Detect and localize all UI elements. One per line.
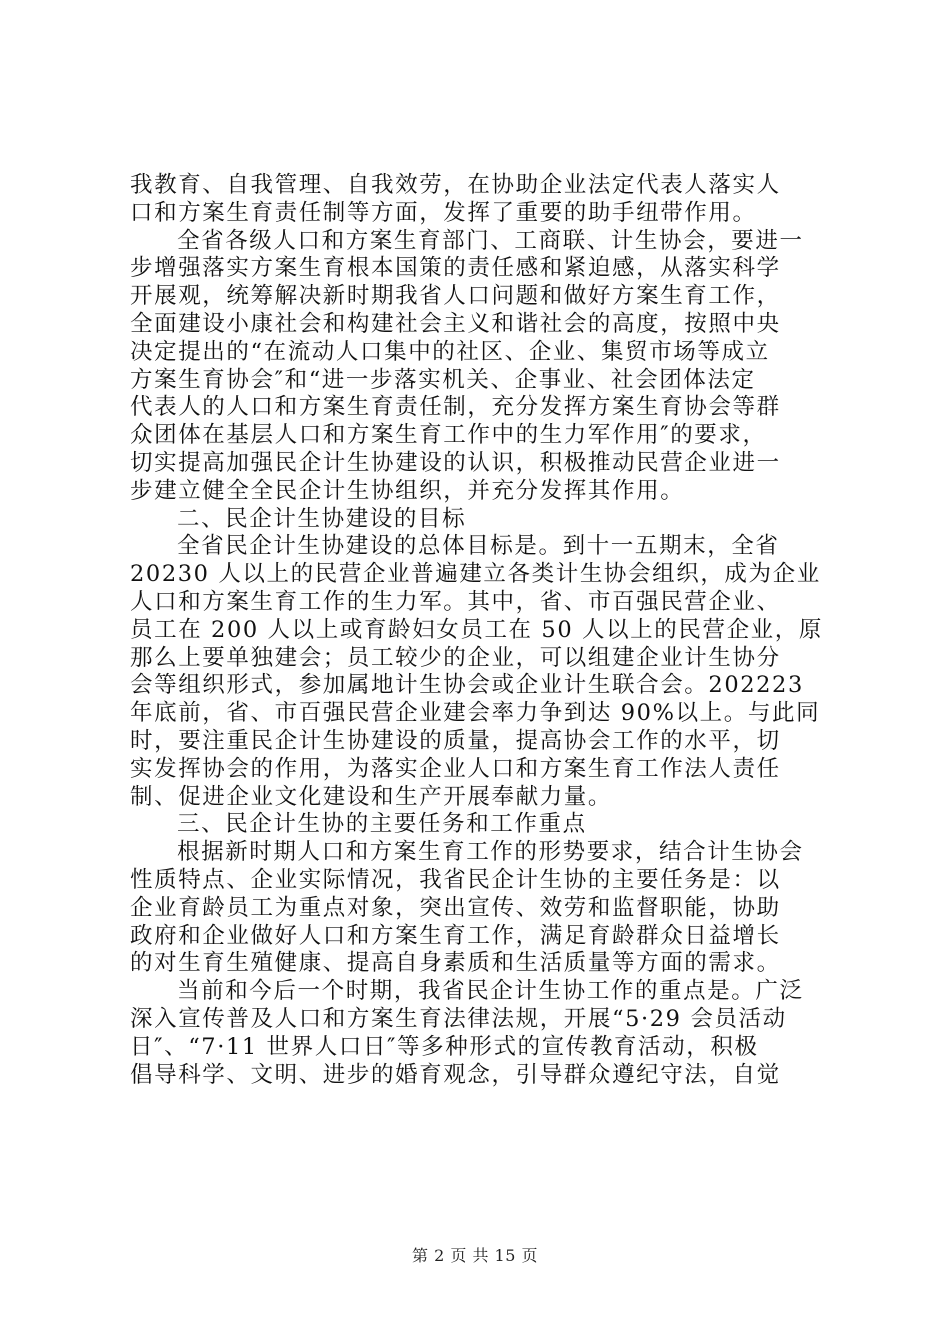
- text-line: 步增强落实方案生育根本国策的责任感和紧迫感，从落实科学: [130, 255, 781, 282]
- text-line: 实发挥协会的作用，为落实企业人口和方案生育工作法人责任: [130, 755, 781, 782]
- text-line: 开展观，统筹解决新时期我省人口问题和做好方案生育工作，: [130, 283, 781, 310]
- text-line: 切实提高加强民企计生协建设的认识，积极推动民营企业进一: [130, 449, 781, 476]
- text-line: 深入宣传普及人口和方案生育法律法规，开展“5·29 会员活动: [130, 1005, 787, 1032]
- text-line: 20230 人以上的民营企业普遍建立各类计生协会组织，成为企业: [130, 561, 821, 588]
- text-line: 时，要注重民企计生协建设的质量，提高协会工作的水平，切: [130, 727, 781, 754]
- text-line: 的对生育生殖健康、提高自身素质和生活质量等方面的需求。: [130, 950, 781, 977]
- text-line: 性质特点、企业实际情况，我省民企计生协的主要任务是：以: [130, 866, 781, 893]
- document-body: [130, 172, 834, 1089]
- text-line: 倡导科学、文明、进步的婚育观念，引导群众遵纪守法，自觉: [130, 1061, 781, 1088]
- text-line: 全省民企计生协建设的总体目标是。到十一五期末，全省: [177, 533, 780, 560]
- text-line: 众团体在基层人口和方案生育工作中的生力军作用″的要求，: [130, 422, 767, 449]
- text-line: 企业育龄员工为重点对象，突出宣传、效劳和监督职能，协助: [130, 894, 781, 921]
- section-heading-3: 三、民企计生协的主要任务和工作重点: [177, 811, 587, 838]
- text-line: 人口和方案生育工作的生力军。其中，省、市百强民营企业、: [130, 588, 781, 615]
- text-line: 决定提出的“在流动人口集中的社区、企业、集贸市场等成立: [130, 338, 770, 365]
- text-line: 方案生育协会″和“进一步落实机关、企事业、社会团体法定: [130, 366, 756, 393]
- text-line: 会等组织形式，参加属地计生协会或企业计生联合会。202223: [130, 672, 804, 699]
- text-line: 政府和企业做好人口和方案生育工作，满足育龄群众日益增长: [130, 922, 781, 949]
- text-line: 那么上要单独建会；员工较少的企业，可以组建企业计生协分: [130, 644, 781, 671]
- text-line: 全省各级人口和方案生育部门、工商联、计生协会，要进一: [177, 227, 804, 254]
- text-line: 制、促进企业文化建设和生产开展奉献力量。: [130, 783, 613, 810]
- text-line: 日″、“7·11 世界人口日″等多种形式的宣传教育活动，积极: [130, 1033, 759, 1060]
- text-line: 年底前，省、市百强民营企业建会率力争到达 90%以上。与此同: [130, 700, 821, 727]
- page-number-footer: 第 2 页 共 15 页: [412, 1246, 538, 1265]
- text-line: 代表人的人口和方案生育责任制，充分发挥方案生育协会等群: [130, 394, 781, 421]
- section-heading-2: 二、民企计生协建设的目标: [177, 505, 467, 532]
- text-line: 我教育、自我管理、自我效劳，在协助企业法定代表人落实人: [130, 172, 781, 198]
- text-line: 根据新时期人口和方案生育工作的形势要求，结合计生协会: [177, 839, 804, 866]
- text-line: 员工在 200 人以上或育龄妇女员工在 50 人以上的民营企业，原: [130, 616, 823, 643]
- text-line: 当前和今后一个时期，我省民企计生协工作的重点是。广泛: [177, 978, 804, 1005]
- text-line: 口和方案生育责任制等方面，发挥了重要的助手纽带作用。: [130, 199, 757, 226]
- text-line: 步建立健全全民企计生协组织，并充分发挥其作用。: [130, 477, 685, 504]
- text-line: 全面建设小康社会和构建社会主义和谐社会的高度，按照中央: [130, 310, 781, 337]
